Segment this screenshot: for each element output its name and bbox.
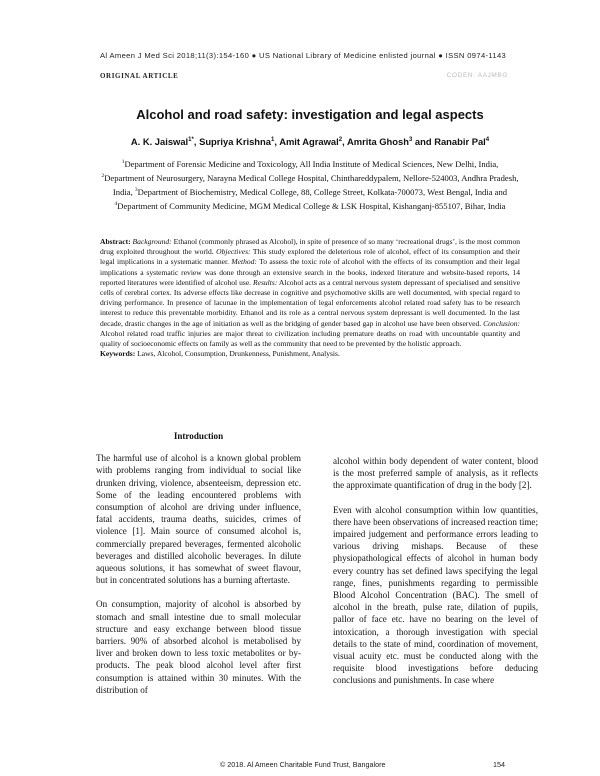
- keywords: Laws, Alcohol, Consumption, Drunkenness, Punishment, Analysis.: [137, 349, 340, 359]
- running-head: Al Ameen J Med Sci 2018;11(3):154-160 ● US National Library of Medicine enlisted journal ● ISSN 0974-1143: [100, 51, 507, 60]
- coden-label: CODEN: AAJMBG: [446, 72, 508, 79]
- author-affil-mark: 2: [338, 136, 343, 143]
- author-affil-mark: 3: [408, 136, 413, 143]
- author-list: A. K. Jaiswal$^{1*}$, Supriya Krishna$^1$, Amit Agrawal$^2$, Amrita Ghosh$^3$ and Ranabir Pal$^4$: [130, 136, 490, 147]
- body-paragraph: On consumption, majority of alcohol is absorbed by stomach and small intestine due to small molecular structure and easy exchange between blood tissue barriers. 90% of absorbed alcohol is metabolised by liver and broken down to less toxic metabolites or by-products. The peak blood alcohol level after first consumption is attained within 30 minutes. With the distribution of: [96, 599, 301, 695]
- keywords-label: Keywords:: [100, 349, 136, 359]
- abstract-conclusion: Alcohol related road traffic injuries are major threat to civilization including premature deaths on road with uncountable quantity and quality of socioeconomic effects on family as well as the community that need to be prevented by the holistic approach.: [100, 328, 520, 349]
- abstract-objectives: This study explored the deleterious role of alcohol, effect of its consumption and their legal implications in a systematic manner.: [100, 247, 520, 267]
- author-affil-mark: 1*: [188, 136, 194, 143]
- body-paragraph: alcohol within body dependent of water content, blood is the most preferred sample of analysis, as it reflects the approximate quantification of drug in the body [2].: [333, 456, 538, 491]
- affil-mark: 4: [114, 201, 118, 208]
- author-name: A. K. Jaiswal: [130, 136, 189, 147]
- author-name: Amrita Ghosh: [346, 136, 409, 147]
- conclusion-label: Conclusion:: [483, 318, 521, 328]
- affiliation: Department of Forensic Medicine and Toxicology, All India Institute of Medical Sciences, New Delhi, India,: [124, 158, 499, 169]
- body-column-left: [96, 430, 301, 708]
- abstract-results: Alcohol acts as a central nervous system depressant of specialised and sensitive cells of cerebral cortex. Its adverse effects like decrease in cognitive and psychomotive skills are well documented, with special regard to driving performance. In presence of lacunae in the implementation of legal enforcements alcohol related road safety has to be research interest to reduce this preventable morbidity. Ethanol and its role as a central nervous system depressant is well documented. In the last decade, drastic changes in the age of initiation as well as the bridging of gender based gap in alcohol use have been observed.: [100, 277, 520, 328]
- affiliation: Department of Community Medicine, MGM Medical College & LSK Hospital, Kishanganj-855107, Bihar, India: [117, 201, 506, 212]
- affiliation: Department of Neurosurgery, Narayna Medical College Hospital, Chinthareddypalem, Nellore-524003, Andhra Pradesh, India,: [104, 172, 519, 197]
- abstract-label: Abstract:: [100, 237, 131, 246]
- section-heading-introduction: Introduction: [173, 431, 224, 441]
- background-label: Background:: [132, 237, 172, 246]
- body-paragraph: The harmful use of alcohol is a known global problem with problems ranging from individual to social like drunken driving, violence, absenteeism, depression etc. Some of the leading encountered problems with consumption of alcohol are driving under influence, fatal accidents, trauma deaths, suicides, crimes of violence [1]. Main source of consumed alcohol is, commercially prepared beverages, fermented alcoholic beverages and distilled alcoholic beverages. In dilute aqueous solutions, it has somewhat of sweet flavour, but in concentrated solutions has a burning aftertaste.: [96, 453, 301, 586]
- page-number: 154: [493, 760, 505, 769]
- body-column-right: [333, 455, 538, 699]
- author-affil-mark: 4: [485, 136, 490, 143]
- author-affil-mark: 1: [270, 136, 275, 143]
- abstract-method: To assess the toxic role of alcohol with the effects of its consumption and their legal implications a systematic review was done through an extensive search in the books, indexed literature and website-based reports, 14 reported literatures were identified of alcohol use.: [100, 257, 520, 287]
- author-name: Supriya Krishna: [199, 136, 271, 147]
- body-paragraph: Even with alcohol consumption within low quantities, there have been observations of increased reaction time; impaired judgement and performance errors leading to various driving mishaps. Because of these physiopathological effects of alcohol in human body every country has set defined laws specifying the legal range, fines, punishments regarding to permissible Blood Alcohol Concentration (BAC). The smell of alcohol in the breath, pulse rate, dilation of pupils, pallor of face etc. have no bearing on the level of intoxication, a thorough investigation with special details to the state of mind, coordination of movement, visual acuity etc. must be conducted along with the requisite blood investigations before deducing conclusions and punishments. In case where: [333, 504, 538, 686]
- article-type-label: ORIGINAL ARTICLE: [100, 72, 179, 80]
- copyright-notice: © 2018. Al Ameen Charitable Fund Trust, Bangalore: [220, 760, 386, 769]
- results-label: Results:: [253, 277, 278, 287]
- abstract: [100, 237, 520, 359]
- affiliation: Department of Biochemistry, Medical College, 88, College Street, Kolkata-700073, West Bengal, India and: [137, 186, 508, 197]
- affiliations: [100, 156, 520, 212]
- method-label: Method:: [231, 257, 257, 267]
- author-name: Amit Agrawal: [279, 136, 339, 147]
- objectives-label: Objectives:: [216, 247, 251, 257]
- affil-mark: 3: [134, 187, 138, 194]
- affil-mark: 2: [101, 173, 105, 180]
- article-title: Alcohol and road safety: investigation and legal aspects: [136, 107, 484, 122]
- author-name: Ranabir Pal: [434, 136, 486, 147]
- abstract-background: Ethanol (commonly phrased as Alcohol), in spite of presence of so many ‘recreational drugs’, is the most common drug exploited throughout the world.: [100, 237, 520, 257]
- affil-mark: 1: [121, 159, 125, 165]
